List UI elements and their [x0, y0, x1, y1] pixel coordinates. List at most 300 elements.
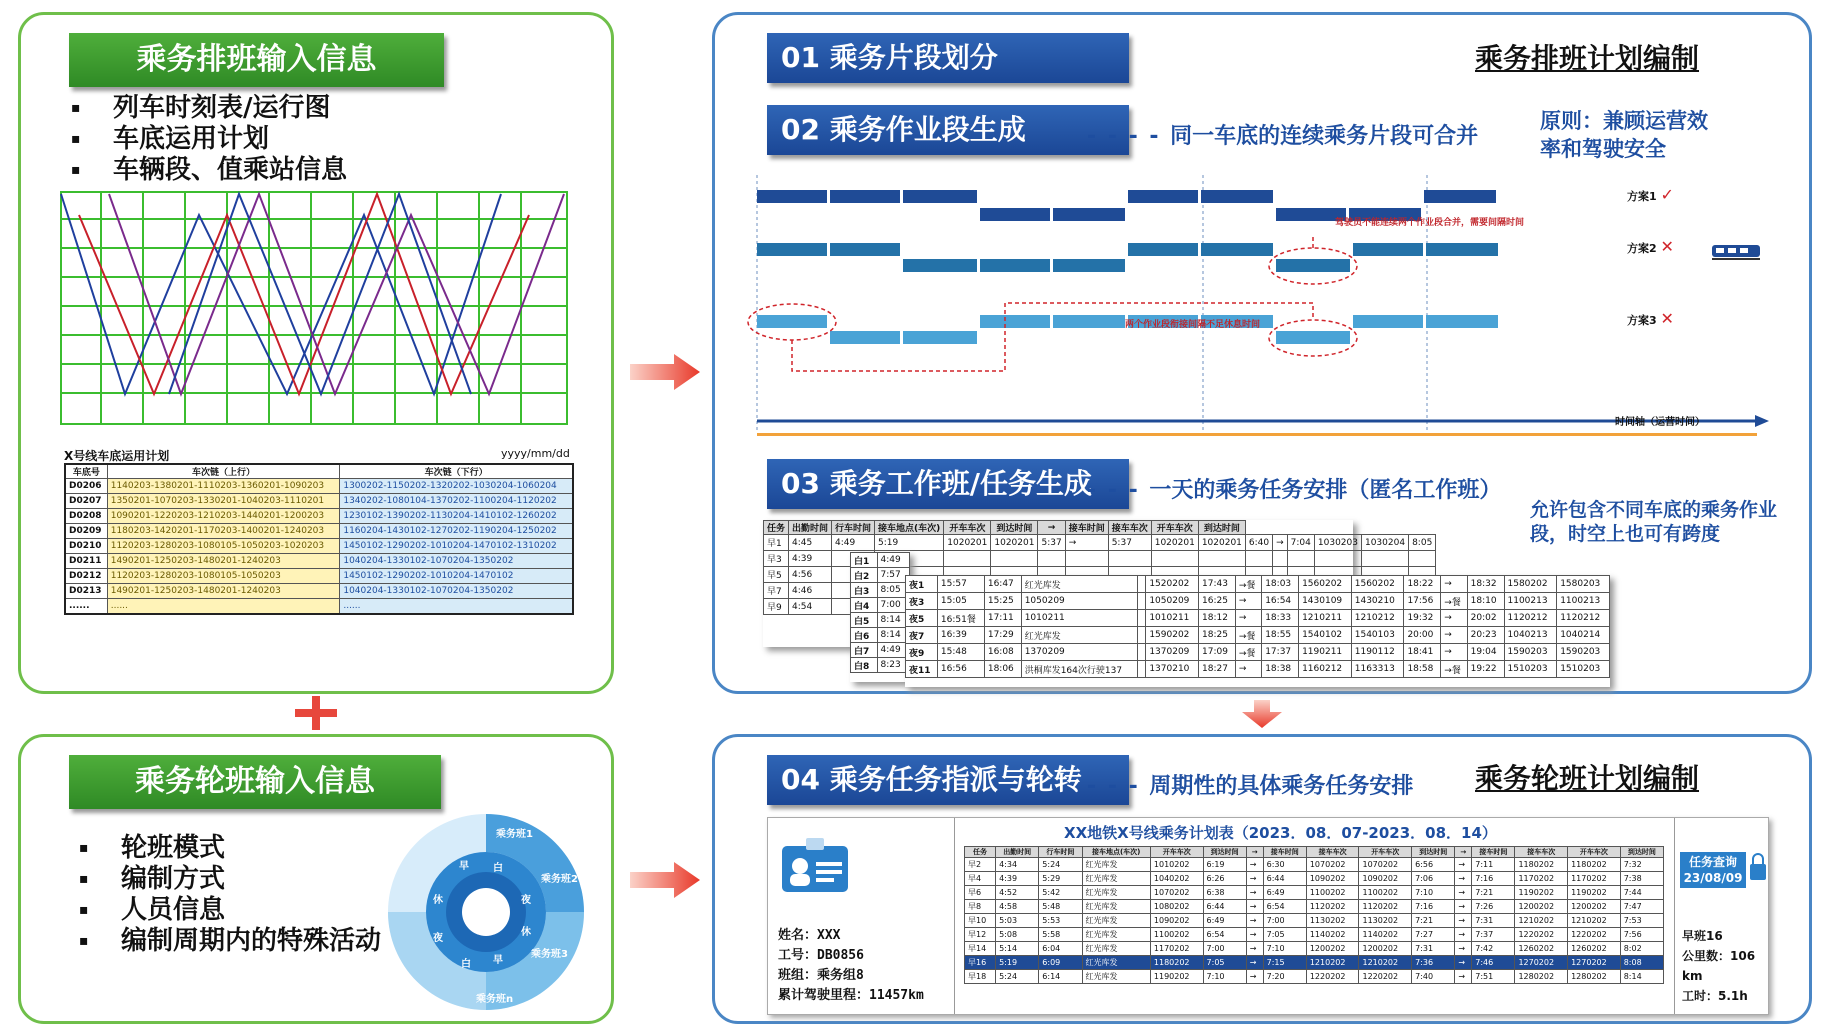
table-cell: 红光库发	[1082, 872, 1150, 886]
table-cell: 7:00	[1203, 942, 1246, 956]
rotation-ring-diagram	[381, 807, 591, 1017]
table-cell: 1370209	[1021, 644, 1138, 661]
table-cell: 早18	[965, 970, 996, 984]
step1-title: 01 乘务片段划分	[767, 33, 1129, 83]
table-cell: 1120212	[1504, 610, 1557, 627]
table-cell: 1280202	[1568, 970, 1621, 984]
ring-label-12: 早	[459, 861, 469, 872]
table-cell: 1010211	[1146, 610, 1199, 627]
table-cell: 1130202	[1359, 914, 1412, 928]
task-table-header: 到达时间	[991, 521, 1038, 535]
table-cell: 7:10	[1412, 886, 1455, 900]
task-shift: 早班16	[1682, 929, 1723, 943]
table-cell: 1163313	[1351, 661, 1404, 678]
table-cell: 5:03	[996, 914, 1039, 928]
table-cell: 红光库发	[1021, 627, 1138, 644]
train-diagram	[59, 190, 571, 430]
table-cell: 1100202	[1359, 886, 1412, 900]
table-cell: →	[1246, 900, 1263, 914]
table-row	[906, 576, 1610, 593]
task-summary	[1682, 926, 1768, 1006]
table-cell: 1210202	[1515, 914, 1568, 928]
table-cell: 1120203-1280203-1080105-1050203-1020203	[107, 539, 340, 554]
table-cell: 1270202	[1568, 956, 1621, 970]
table-cell: →	[1246, 858, 1263, 872]
table-cell: →	[1273, 535, 1288, 551]
input-info-panel	[18, 12, 614, 694]
table-cell: 1100202	[1306, 886, 1359, 900]
bullet-method: ▪ 编制方式	[79, 864, 381, 895]
bullet-personnel: ▪ 人员信息	[79, 895, 381, 926]
task-query-button[interactable]: 任务查询 23/08/09	[1680, 852, 1746, 888]
table-cell: 5:48	[1039, 900, 1082, 914]
table-cell: 7:16	[1412, 900, 1455, 914]
table-cell: 1090202	[1306, 872, 1359, 886]
table-cell: 19:32	[1404, 610, 1441, 627]
schedule-header: 接车时间	[1472, 847, 1515, 858]
table-cell: 早3	[764, 551, 789, 567]
table-cell: ......	[65, 599, 107, 615]
table-cell: 1190202	[1515, 886, 1568, 900]
table-row	[851, 643, 910, 658]
segment-gantt	[755, 175, 1775, 445]
table-cell: 1170202	[1568, 872, 1621, 886]
table-cell: 6:19	[1203, 858, 1246, 872]
table-cell: 18:22	[1404, 576, 1441, 593]
table-cell: 1510203	[1557, 661, 1610, 678]
table-cell: 7:20	[1263, 970, 1306, 984]
table-row	[65, 584, 573, 599]
table-cell: 6:44	[1263, 872, 1306, 886]
table-row	[965, 858, 1664, 872]
table-cell: →	[1441, 627, 1467, 644]
table-cell: 1590203	[1557, 644, 1610, 661]
scheme-3-label: 方案3 ✕	[1627, 309, 1674, 328]
table-cell: 7:10	[1203, 970, 1246, 984]
table-cell: 1170202	[1515, 872, 1568, 886]
table-cell: 1040213	[1504, 627, 1557, 644]
table-row	[65, 554, 573, 569]
table-cell	[1287, 551, 1314, 567]
id-card-icon	[780, 836, 850, 896]
table-cell: 7:32	[1620, 858, 1663, 872]
table-cell: 6:54	[1263, 900, 1306, 914]
table-cell: 17:43	[1199, 576, 1236, 593]
table-cell: 1450102-1290202-1010204-1470102	[340, 569, 573, 584]
table-cell: 8:05	[877, 583, 909, 598]
table-cell: 7:31	[1412, 942, 1455, 956]
table-row	[65, 479, 573, 494]
table-cell: 4:34	[996, 858, 1039, 872]
ring-label-6: 夜	[521, 895, 531, 906]
table-cell: 1450102-1290202-1010204-1470102-1310202	[340, 539, 573, 554]
table-cell: 早16	[965, 956, 996, 970]
table-cell: 1430210	[1351, 593, 1404, 610]
table-cell: 5:24	[1039, 858, 1082, 872]
table-cell: 1520202	[1146, 576, 1199, 593]
input-info-title: 乘务排班输入信息	[69, 33, 444, 87]
table-cell: 白4	[851, 598, 878, 613]
table-cell: 1540102	[1299, 627, 1352, 644]
table-cell: →	[1455, 886, 1472, 900]
table-cell	[1138, 627, 1146, 644]
table-cell: 4:49	[877, 643, 909, 658]
table-cell: 早1	[764, 535, 789, 551]
table-cell: →	[1455, 970, 1472, 984]
table-cell: 7:21	[1412, 914, 1455, 928]
table-cell: 5:19	[996, 956, 1039, 970]
table-cell: 1280202	[1515, 970, 1568, 984]
table-cell: 1210212	[1351, 610, 1404, 627]
table-cell: 1430109	[1299, 593, 1352, 610]
ring-label-1: 乘务班1	[496, 829, 533, 840]
table-cell: 1510203	[1504, 661, 1557, 678]
table-cell: 7:27	[1412, 928, 1455, 942]
table-cell: 1030203	[1314, 535, 1361, 551]
ring-label-5: 白	[493, 863, 503, 874]
table-row	[65, 539, 573, 554]
table-cell: 8:23	[877, 658, 909, 673]
table-cell: 6:30	[1263, 858, 1306, 872]
table-cell: 1070202	[1306, 858, 1359, 872]
table-cell: 16:51餐	[937, 610, 984, 627]
table-cell: 1350201-1070203-1330201-1040203-1110201	[107, 494, 340, 509]
table-cell: 18:33	[1262, 610, 1299, 627]
table-cell: 5:14	[996, 942, 1039, 956]
table-cell: 1140203-1380201-1110203-1360201-1090203	[107, 479, 340, 494]
table-cell: 7:10	[1263, 942, 1306, 956]
table-cell: 17:56	[1404, 593, 1441, 610]
table-row	[851, 658, 910, 673]
task-table-header: 出勤时间	[789, 521, 832, 535]
schedule-header: 开车车次	[1150, 847, 1203, 858]
principle-note: 原则：兼顾运营效率和驾驶安全	[1540, 109, 1708, 161]
table-row	[906, 627, 1610, 644]
table-cell: 4:39	[996, 872, 1039, 886]
table-cell: →	[1441, 576, 1467, 593]
table-cell: 1200202	[1306, 942, 1359, 956]
table-cell: 19:22	[1467, 661, 1504, 678]
table-cell: 1100213	[1504, 593, 1557, 610]
table-cell: 7:38	[1620, 872, 1663, 886]
table-cell: D0211	[65, 554, 107, 569]
table-cell: 夜1	[906, 576, 938, 593]
table-row	[65, 599, 573, 615]
person-info	[778, 926, 924, 1006]
ring-label-3: 乘务班3	[531, 949, 568, 960]
table-cell: 红光库发	[1082, 942, 1150, 956]
table-cell: 早4	[965, 872, 996, 886]
table-cell: 1560202	[1351, 576, 1404, 593]
table-cell: 1040214	[1557, 627, 1610, 644]
table-row	[906, 644, 1610, 661]
table-cell: 7:57	[877, 568, 909, 583]
table-row	[965, 872, 1664, 886]
table-cell: 红光库发	[1082, 858, 1150, 872]
crew-plan-panel	[712, 12, 1812, 694]
table-cell: 1590202	[1146, 627, 1199, 644]
table-cell: →	[1246, 914, 1263, 928]
table-cell: 6:49	[1263, 886, 1306, 900]
table-cell: →	[1455, 914, 1472, 928]
table-cell: 6:56	[1412, 858, 1455, 872]
schedule-header: 到达时间	[1412, 847, 1455, 858]
rotation-info-panel	[18, 734, 614, 1024]
table-cell: 1340202-1080104-1370202-1100204-1120202	[340, 494, 573, 509]
table-cell: 8:14	[877, 628, 909, 643]
table-cell: →餐	[1441, 661, 1467, 678]
table-row	[851, 553, 910, 568]
table-cell: 7:51	[1472, 970, 1515, 984]
table-cell: 16:08	[984, 644, 1021, 661]
table-cell: 1270202	[1515, 956, 1568, 970]
table-cell: 6:14	[1039, 970, 1082, 984]
person-id: 工号：DB0856	[778, 948, 864, 963]
table-cell: 1590203	[1504, 644, 1557, 661]
vehicle-plan-header: 车次链（下行）	[340, 464, 573, 479]
table-cell: 1190211	[1299, 644, 1352, 661]
table-cell: 8:05	[1409, 535, 1436, 551]
table-cell: 6:54	[1203, 928, 1246, 942]
rotation-plan-panel	[712, 734, 1812, 1024]
table-cell: 1190112	[1351, 644, 1404, 661]
step4-note: - - - 周期性的具体乘务任务安排	[1087, 774, 1414, 799]
table-cell: 1020201	[1151, 535, 1198, 551]
table-cell: 4:56	[789, 567, 832, 583]
input-info-bullets	[71, 93, 347, 186]
schedule-header: 接车车次	[1306, 847, 1359, 858]
table-row	[965, 928, 1664, 942]
table-cell: D0210	[65, 539, 107, 554]
table-cell: 20:00	[1404, 627, 1441, 644]
table-cell: 1370209	[1146, 644, 1199, 661]
table-cell: D0207	[65, 494, 107, 509]
table-cell: 1120203-1280203-1080105-1050203	[107, 569, 340, 584]
schedule-header: 到达时间	[1203, 847, 1246, 858]
table-cell: →	[1455, 872, 1472, 886]
table-cell: 1580202	[1504, 576, 1557, 593]
table-cell: →	[1455, 956, 1472, 970]
table-cell: 19:04	[1467, 644, 1504, 661]
red-note-1: 驾驶员不能连续两个作业段合并，需要间隔时间	[1335, 218, 1525, 228]
schedule-header: 接车时间	[1263, 847, 1306, 858]
table-cell	[1138, 576, 1146, 593]
table-cell	[1138, 593, 1146, 610]
ring-label-2: 乘务班2	[541, 874, 578, 885]
table-cell: 7:47	[1620, 900, 1663, 914]
table-cell: 5:19	[875, 535, 944, 551]
table-cell: 16:47	[984, 576, 1021, 593]
table-cell: 1490201-1250203-1480201-1240203	[107, 554, 340, 569]
vehicle-plan-header: 车底号	[65, 464, 107, 479]
table-cell	[1138, 610, 1146, 627]
table-cell: 1300202-1150202-1320202-1030204-1060204	[340, 479, 573, 494]
table-cell: 早9	[764, 599, 789, 615]
table-cell: 7:00	[877, 598, 909, 613]
table-cell: 15:48	[937, 644, 984, 661]
step3-title: 03 乘务工作班/任务生成	[767, 459, 1129, 509]
table-cell: 1120202	[1359, 900, 1412, 914]
red-note-2: 两个作业段衔接间隔不足休息时间	[1125, 320, 1261, 330]
table-cell: 1200202	[1359, 942, 1412, 956]
table-cell: 17:11	[984, 610, 1021, 627]
table-cell: 7:37	[1472, 928, 1515, 942]
table-cell: 1170202	[1150, 942, 1203, 956]
table-cell: →	[1441, 644, 1467, 661]
vehicle-plan-header: 车次链（上行）	[107, 464, 340, 479]
table-cell: 7:06	[1412, 872, 1455, 886]
table-cell: 1230102-1390202-1130204-1410102-1260202	[340, 509, 573, 524]
table-cell: 红光库发	[1082, 900, 1150, 914]
table-row	[851, 613, 910, 628]
table-cell: 白7	[851, 643, 878, 658]
table-row	[965, 956, 1664, 970]
task-table-header: 任务	[764, 521, 789, 535]
table-cell: 1010211	[1021, 610, 1138, 627]
table-cell: 红光库发	[1082, 956, 1150, 970]
table-cell: 早10	[965, 914, 996, 928]
train-icon	[1710, 235, 1764, 263]
table-cell: 5:29	[1039, 872, 1082, 886]
ring-label-10: 夜	[433, 933, 443, 944]
table-cell: 6:40	[1245, 535, 1272, 551]
table-cell: 5:37	[1108, 535, 1151, 551]
task-table-mid	[850, 552, 910, 682]
table-row	[965, 942, 1664, 956]
table-cell: 7:53	[1620, 914, 1663, 928]
schedule-header: 开车车次	[1568, 847, 1621, 858]
table-cell: 6:04	[1039, 942, 1082, 956]
table-cell: →	[1455, 900, 1472, 914]
table-row	[906, 593, 1610, 610]
table-row	[965, 970, 1664, 984]
person-name: 姓名：XXX	[778, 928, 841, 943]
check-icon: ✓	[1660, 185, 1674, 204]
table-cell: 17:29	[984, 627, 1021, 644]
table-cell: 8:14	[1620, 970, 1663, 984]
table-row	[906, 661, 1610, 678]
table-cell: 白2	[851, 568, 878, 583]
table-cell: 8:08	[1620, 956, 1663, 970]
table-cell: ......	[107, 599, 340, 615]
table-cell	[1314, 551, 1361, 567]
table-cell: 1090202	[1150, 914, 1203, 928]
table-cell: 1120202	[1306, 900, 1359, 914]
table-cell: D0213	[65, 584, 107, 599]
task-table-header: 开车车次	[1151, 521, 1198, 535]
table-cell: 4:45	[789, 535, 832, 551]
vehicle-plan-date: yyyy/mm/dd	[501, 447, 570, 460]
table-row	[965, 914, 1664, 928]
table-cell: 1020201	[1198, 535, 1245, 551]
crew-plan-card	[767, 817, 1769, 1015]
table-cell: 1200202	[1568, 900, 1621, 914]
table-cell: 1160204-1430102-1270202-1190204-1250202	[340, 524, 573, 539]
task-table-header: →	[1038, 521, 1065, 535]
table-cell: 1080202	[1150, 900, 1203, 914]
table-cell: 6:26	[1203, 872, 1246, 886]
table-cell: 18:38	[1262, 661, 1299, 678]
table-cell: 6:49	[1203, 914, 1246, 928]
table-cell: 红光库发	[1082, 928, 1150, 942]
scheme-1-label: 方案1 ✓	[1627, 185, 1674, 204]
table-cell: 1210211	[1299, 610, 1352, 627]
table-cell: 15:57	[937, 576, 984, 593]
schedule-header: →	[1455, 847, 1472, 858]
table-cell: 7:31	[1472, 914, 1515, 928]
table-cell: 1090202	[1359, 872, 1412, 886]
schedule-header: 接车车次	[1515, 847, 1568, 858]
table-cell: →	[1246, 970, 1263, 984]
bullet-timetable: ▪ 列车时刻表/运行图	[71, 93, 347, 124]
table-cell	[1108, 551, 1151, 567]
table-cell: →餐	[1235, 627, 1261, 644]
table-cell: 1210202	[1306, 956, 1359, 970]
table-row	[65, 494, 573, 509]
table-cell: 1180202	[1150, 956, 1203, 970]
table-row	[965, 900, 1664, 914]
table-cell: 4:49	[877, 553, 909, 568]
table-cell: 7:56	[1620, 928, 1663, 942]
table-cell	[1038, 551, 1065, 567]
table-cell: D0212	[65, 569, 107, 584]
table-cell: 早7	[764, 583, 789, 599]
table-cell: →	[1246, 942, 1263, 956]
table-cell: 7:26	[1472, 900, 1515, 914]
table-cell: →	[1235, 661, 1261, 678]
table-cell: 6:44	[1203, 900, 1246, 914]
table-cell: 1040204-1330102-1070204-1350202	[340, 584, 573, 599]
table-cell	[991, 551, 1038, 567]
table-cell	[1361, 551, 1408, 567]
table-row	[65, 569, 573, 584]
table-cell: 1010202	[1150, 858, 1203, 872]
table-cell: →	[1246, 928, 1263, 942]
ring-label-4: 乘务班n	[476, 994, 514, 1005]
table-cell: 1560202	[1299, 576, 1352, 593]
schedule-header: 行车时间	[1039, 847, 1082, 858]
table-cell: 20:02	[1467, 610, 1504, 627]
table-cell: →	[1246, 872, 1263, 886]
table-cell	[1138, 644, 1146, 661]
table-cell: 16:56	[937, 661, 984, 678]
rotation-info-bullets	[79, 833, 381, 957]
table-cell	[944, 551, 991, 567]
table-cell: 4:46	[789, 583, 832, 599]
table-cell: 16:54	[1262, 593, 1299, 610]
table-cell: 18:06	[984, 661, 1021, 678]
table-cell: →	[1441, 610, 1467, 627]
bullet-rotation-mode: ▪ 轮班模式	[79, 833, 381, 864]
cross-icon: ✕	[1660, 237, 1674, 256]
table-cell: D0209	[65, 524, 107, 539]
table-cell: 早2	[965, 858, 996, 872]
table-row	[965, 886, 1664, 900]
table-cell: 1050209	[1021, 593, 1138, 610]
table-cell: 7:05	[1203, 956, 1246, 970]
table-cell: 17:09	[1199, 644, 1236, 661]
table-cell: 4:54	[789, 599, 832, 615]
table-cell: 17:37	[1262, 644, 1299, 661]
schedule-header: →	[1246, 847, 1263, 858]
table-cell: 5:08	[996, 928, 1039, 942]
table-cell	[1409, 551, 1436, 567]
table-cell: 18:03	[1262, 576, 1299, 593]
schedule-table-title: XX地铁X号线乘务计划表（2023．08．07-2023．08．14）	[1064, 824, 1497, 842]
table-cell: 1180203-1420201-1170203-1400201-1240203	[107, 524, 340, 539]
table-cell: 洪桐库发164次行驶137	[1021, 661, 1138, 678]
table-cell: 1260202	[1515, 942, 1568, 956]
